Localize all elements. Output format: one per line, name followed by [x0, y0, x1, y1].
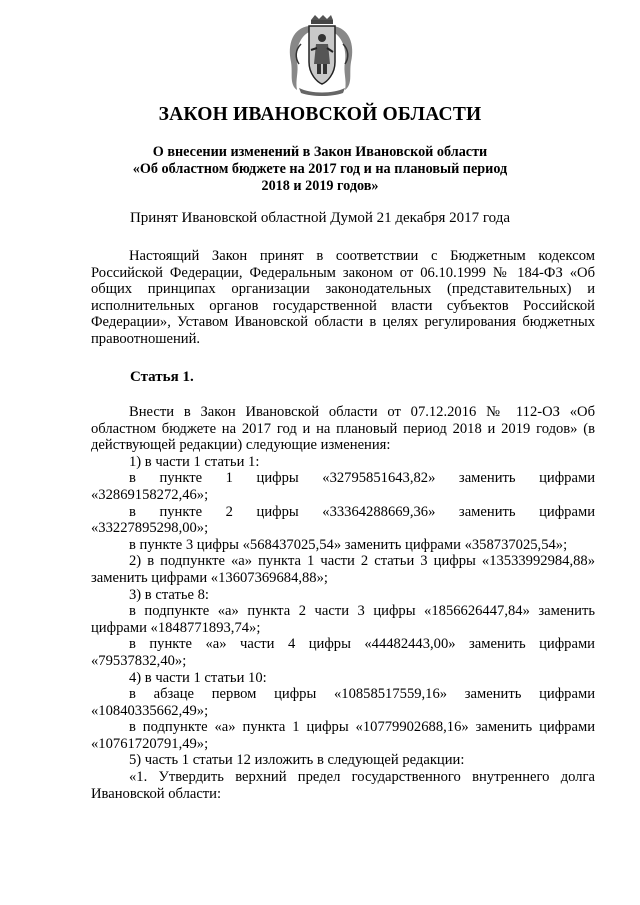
article-paragraph: в пункте 1 цифры «32795851643,82» заменить цифрами «32869158272,46»; [91, 470, 595, 503]
law-title: ЗАКОН ИВАНОВСКОЙ ОБЛАСТИ [158, 104, 482, 125]
preamble [91, 248, 595, 348]
adoption-note: Принят Ивановской областной Думой 21 декабря 2017 года [129, 210, 511, 226]
article-paragraph: Внести в Закон Ивановской области от 07.12.2016 № 112-ОЗ «Об областном бюджете на 2017 год и на плановый период 2018 и 2019 годов» (в действующей редакции) следующие изменения: [91, 404, 595, 454]
ivanovo-oblast-coat-of-arms-icon [283, 14, 359, 96]
article-paragraph: 2) в подпункте «а» пункта 1 части 2 статьи 3 цифры «13533992984,88» заменить цифрами «13607369684,88»; [91, 553, 595, 586]
article-paragraph: «1. Утвердить верхний предел государственного внутреннего долга Ивановской области: [91, 769, 595, 802]
article-paragraph: в абзаце первом цифры «10858517559,16» заменить цифрами «10840335662,49»; [91, 686, 595, 719]
article-paragraph: 3) в статье 8: [129, 586, 209, 603]
subtitle-line: 2018 и 2019 годов» [261, 178, 379, 194]
subtitle-line: О внесении изменений в Закон Ивановской области [152, 144, 488, 160]
article-paragraph: в пункте «а» части 4 цифры «44482443,00» заменить цифрами «79537832,40»; [91, 636, 595, 669]
article-paragraph: в пункте 3 цифры «568437025,54» заменить цифрами «358737025,54»; [129, 536, 568, 553]
article-heading: Статья 1. [130, 369, 194, 385]
article-body [91, 404, 595, 802]
article-paragraph: в подпункте «а» пункта 2 части 3 цифры «1856626447,84» заменить цифрами «1848771893,74»; [91, 603, 595, 636]
article-paragraph: 5) часть 1 статьи 12 изложить в следующей редакции: [129, 752, 465, 769]
subtitle-line: «Об областном бюджете на 2017 год и на плановый период [132, 161, 508, 177]
article-paragraph: в пункте 2 цифры «33364288669,36» заменить цифрами «33227895298,00»; [91, 503, 595, 537]
preamble-paragraph: Настоящий Закон принят в соответствии с Бюджетным кодексом Российской Федерации, Федеральным законом от 06.10.1999 № 184-ФЗ «Об общих принципах организации законодательных (представительных) и исполнительных органов государственной власти субъектов Российской Федерации», Уставом Ивановской области в целях регулирования бюджетных правоотношений. [91, 248, 595, 347]
article-paragraph: 1) в части 1 статьи 1: [129, 453, 260, 470]
law-subtitle [100, 144, 540, 195]
article-paragraph: в подпункте «а» пункта 1 цифры «10779902688,16» заменить цифрами «10761720791,49»; [91, 719, 595, 752]
article-paragraph: 4) в части 1 статьи 10: [129, 669, 267, 686]
